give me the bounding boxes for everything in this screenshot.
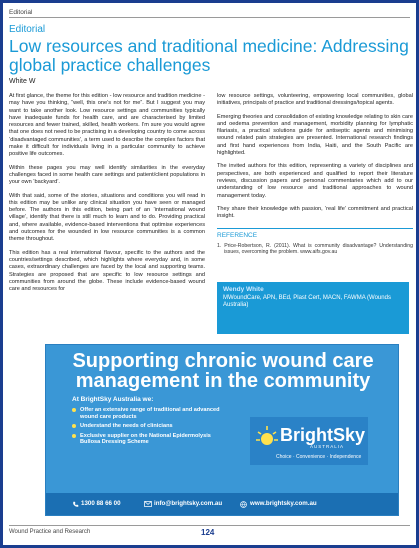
page-number: 124 — [201, 528, 215, 537]
ad-contact-bar — [46, 493, 398, 515]
paragraph: At first glance, the theme for this edition - low resource and tradition medicine - may have you thinking, “well, this one’s not for me”. But I suggest you may want to take another look. Low resource settings and communities typically have inadequate funds for health care, and are characterised by limited resources and fewer trained, skilled, health workers. I’m sure you would agree that one does not need to be practising in a developing country to come across ‘disadvantaged communities’, a term used to describe the complex factors that make it difficult for individuals living in a particular community to achieve positive life outcomes. — [9, 93, 205, 158]
ad-phone[interactable]: 1300 88 66 00 — [81, 500, 121, 507]
author-name: Wendy White — [223, 286, 264, 293]
ad-bullet — [72, 423, 222, 430]
paragraph: The invited authors for this edition, representing a variety of disciplines and perspectives, are both experienced and qualified to report their literature reviews, discussion papers and personal commentaries which add to our understanding of low resource and traditional approaches to wound management today. — [217, 163, 413, 199]
paragraph: This edition has a real international flavour, specific to the authors and the countries/settings described, which highlights where everyday and, in some cases, extraordinary challenges are faced by the local and supporting teams. Strategies are proposed that are specific to low resource settings and communities from around the globe. These include evidence-based wound care and resources for — [9, 249, 205, 293]
ad-bullet-text: Understand the needs of clinicians — [80, 423, 173, 430]
brightsky-logo — [250, 417, 368, 465]
author-credentials: MWoundCare, APN, BEd, Plast Cert, MACN, FAWMA (Wounds Australia) — [223, 295, 391, 309]
logo-wordmark: BrightSky — [280, 425, 366, 445]
paragraph: They share their knowledge with passion, ‘real life’ commitment and practical insight. — [217, 205, 413, 220]
ad-website[interactable]: www.brightsky.com.au — [250, 500, 317, 507]
ad-intro: At BrightSky Australia we: — [72, 396, 154, 403]
paragraph: Within these pages you may well identify similarities in the everyday challenges faced in some health care settings and patient/client populations in your own ‘backyard’. — [9, 164, 205, 186]
logo-sun-icon — [254, 423, 280, 449]
ad-bullet — [72, 407, 222, 420]
reference-item: 1. Price-Robertson, R. (2011). What is community disadvantage? Understanding issues, overcoming the problem. www.aifs.gov.au — [217, 242, 413, 256]
article-title: Low resources and traditional medicine: Addressing global practice challenges — [9, 36, 409, 75]
ad-bullet — [72, 433, 222, 446]
journal-name: Wound Practice and Research — [9, 529, 91, 535]
phone-icon — [72, 501, 79, 508]
ad-bullet-list — [72, 407, 222, 449]
brightsky-advertisement[interactable] — [45, 344, 399, 516]
right-column — [217, 93, 413, 256]
bullet-dot-icon — [72, 434, 76, 438]
ad-email[interactable]: info@brightsky.com.au — [154, 500, 223, 507]
bullet-dot-icon — [72, 408, 76, 412]
globe-icon — [240, 501, 247, 508]
header-divider — [9, 17, 410, 18]
ad-bullet-text: Offer an extensive range of traditional and advanced wound care products — [80, 407, 220, 420]
paragraph: With that said, some of the stories, situations and conditions you will read in this edition may be unlike any clinical situation you have seen or managed before. The authors in this edition, being part of an ‘international wound village’, identify that there is still much to learn and to do. Providing practical and, where available, evidence-based interventions that optimise experiences and outcomes for the wounded in low resource communities is a common theme throughout. — [9, 192, 205, 243]
bullet-dot-icon — [72, 424, 76, 428]
author-info-box — [217, 282, 409, 334]
ad-bullet-text: Exclusive supplier on the National Epidermolysis Bullosa Dressing Scheme — [80, 432, 211, 446]
logo-tagline: Choice · Convenience · Independence — [276, 454, 362, 460]
left-column — [9, 93, 205, 299]
paragraph: low resource settings, volunteering, empowering local communities, global initiatives, principals of practice and traditional dressings/topical agents. — [217, 93, 413, 107]
journal-page — [3, 3, 416, 545]
email-icon — [144, 501, 152, 507]
ad-headline: Supporting chronic wound care management in the community — [72, 350, 374, 392]
article-author: White W — [9, 78, 36, 85]
footer-divider — [9, 525, 410, 526]
logo-country: AUSTRALIA — [310, 444, 345, 449]
references-heading: REFERENCE — [217, 228, 413, 239]
paragraph: Emerging theories and consolidation of existing knowledge relating to skin care and oedema prevention and management, morbidity planning for lymphatic filariasis, a practical solutions guide for antiseptic agents and minimising wound related pain strategies are presented. International research findings and first hand experiences from India, Haiti, and the South Pacific are highlighted. — [217, 113, 413, 157]
article-section-label: Editorial — [9, 24, 46, 35]
running-section-label: Editorial — [9, 9, 33, 16]
